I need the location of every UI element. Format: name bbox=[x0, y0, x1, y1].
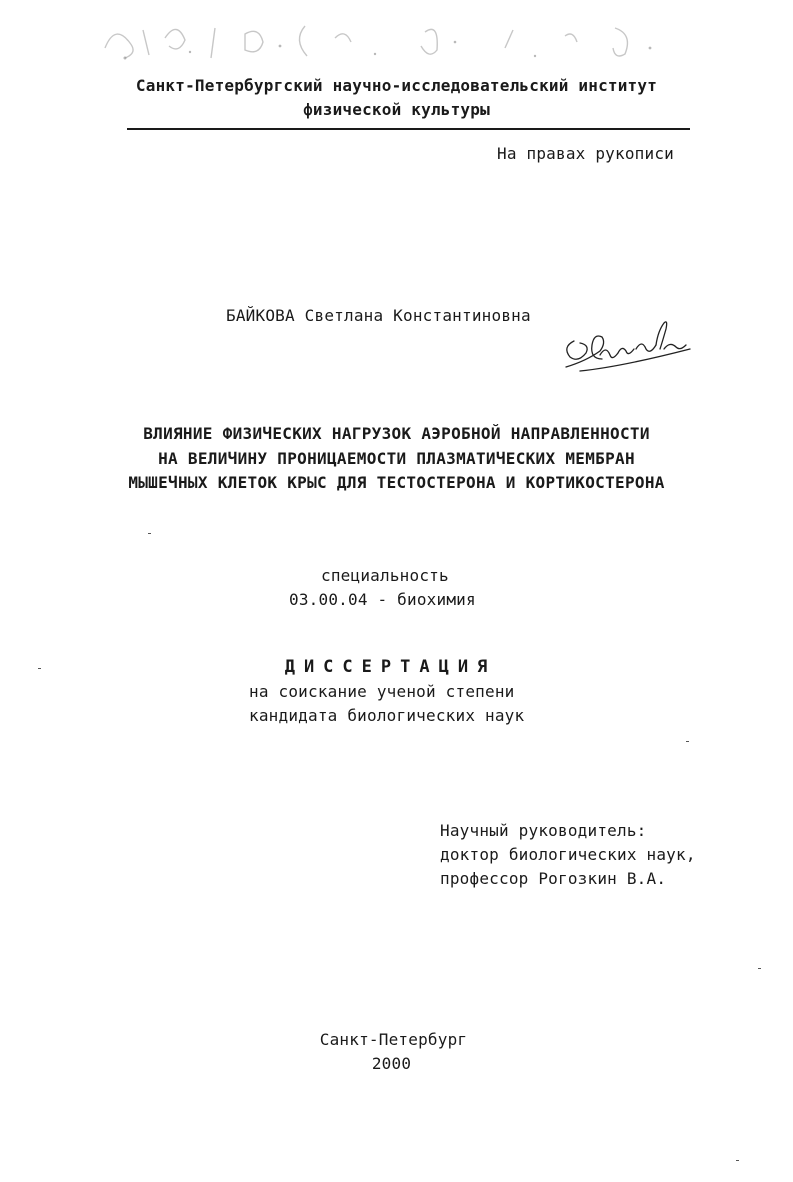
title-line-3: МЫШЕЧНЫХ КЛЕТОК КРЫС ДЛЯ ТЕСТОСТЕРОНА И КОРТИКОСТЕРОНА bbox=[128, 473, 665, 492]
specialty-code: 03.00.04 - биохимия bbox=[289, 590, 476, 609]
library-stamp bbox=[95, 8, 675, 68]
title-line-1: ВЛИЯНИЕ ФИЗИЧЕСКИХ НАГРУЗОК АЭРОБНОЙ НАПРАВЛЕННОСТИ bbox=[143, 424, 650, 443]
title-line-2: НА ВЕЛИЧИНУ ПРОНИЦАЕМОСТИ ПЛАЗМАТИЧЕСКИХ МЕМБРАН bbox=[158, 449, 635, 468]
supervisor-label: Научный руководитель: bbox=[440, 821, 647, 840]
dissertation-degree-line-1: на соискание ученой степени bbox=[249, 682, 515, 701]
dissertation-degree-line-2: кандидата биологических наук bbox=[249, 706, 525, 725]
rights-note: На правах рукописи bbox=[497, 144, 674, 163]
scan-speck bbox=[686, 741, 689, 742]
supervisor-degree: доктор биологических наук, bbox=[440, 845, 696, 864]
scan-speck bbox=[758, 968, 761, 969]
specialty-label: специальность bbox=[321, 566, 449, 585]
dissertation-heading: ДИССЕРТАЦИЯ bbox=[284, 657, 497, 677]
supervisor-name: профессор Рогозкин В.А. bbox=[440, 869, 667, 888]
scan-speck bbox=[38, 668, 41, 669]
scan-speck bbox=[148, 533, 151, 534]
author-name: БАЙКОВА Светлана Константиновна bbox=[226, 306, 531, 325]
scan-speck bbox=[736, 1160, 739, 1161]
footer-year: 2000 bbox=[371, 1054, 412, 1073]
author-signature bbox=[560, 315, 700, 385]
footer-city: Санкт-Петербург bbox=[319, 1030, 468, 1049]
institute-line-2: физической культуры bbox=[303, 100, 490, 119]
institute-line-1: Санкт-Петербургский научно-исследовательский институт bbox=[135, 76, 658, 95]
header-divider bbox=[127, 128, 690, 130]
